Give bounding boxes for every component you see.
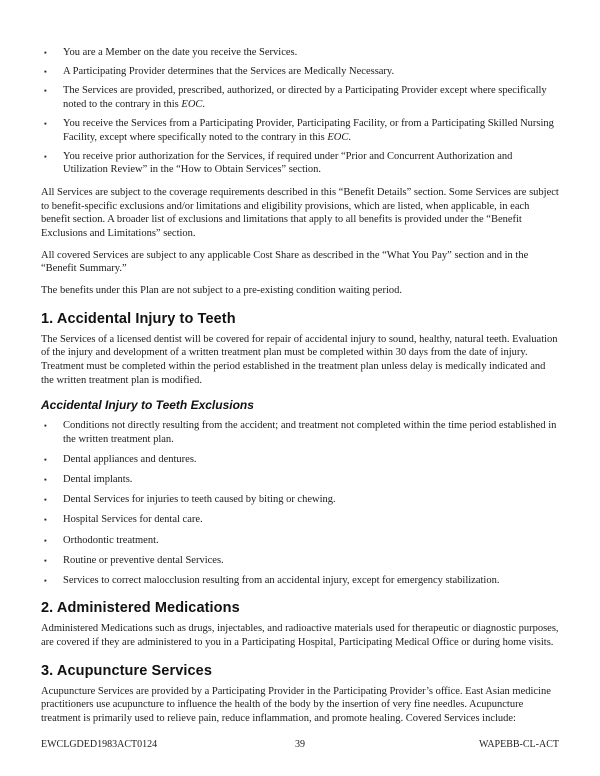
bullet-icon: ▪ — [44, 86, 47, 96]
bullet-text: You receive prior authorization for the Services, if required under “Prior and Concurrent Authorization and Utilization Review” in the “How to Obtain Services” section. — [63, 150, 513, 176]
paragraph: All covered Services are subject to any applicable Cost Share as described in the “What You Pay” section and in the “Benefit Summary.” — [41, 249, 529, 275]
bullet-icon: ▪ — [44, 515, 47, 525]
bullet-text: Dental implants. — [63, 474, 133, 486]
footer-page-number: 39 — [295, 739, 305, 750]
subheading-accidental-injury-exclusions: Accidental Injury to Teeth Exclusions — [41, 398, 254, 413]
bullet-text — [63, 117, 559, 144]
list-item — [41, 473, 559, 487]
bullet-icon: ▪ — [44, 454, 47, 464]
section-body: The Services of a licensed dentist will be covered for repair of accidental injury to sound, healthy, natural teeth. Evaluation of the injury and development of a written treatment plan must be completed within 30 days from the date of injury. Treatment must be completed within the period established in the treatment plan unless delay is medically indicated and the written treatment plan is modified. — [41, 333, 558, 386]
bullet-text: Conditions not directly resulting from the accident; and treatment not completed within the time period established in the written treatment plan. — [63, 420, 557, 445]
bullet-icon: ▪ — [44, 555, 47, 565]
bullet-text: Hospital Services for dental care. — [63, 514, 203, 526]
list-item — [41, 46, 559, 60]
eoc-term: EOC — [327, 131, 349, 143]
exclusions-list — [41, 419, 559, 587]
bullet-icon: ▪ — [44, 495, 47, 505]
bullet-text-segment: . — [348, 131, 351, 143]
bullet-icon: ▪ — [44, 151, 47, 161]
paragraph: All Services are subject to the coverage requirements described in this “Benefit Details” section. Some Services are subject to benefit-specific exclusions and/or limitations and eligibility provisions, which are listed, when applicable, in each benefit section. A broader list of exclusions and limitations that apply to all benefits is provided under the “Benefit Exclusions and Limitations” section. — [41, 187, 559, 240]
list-item — [41, 84, 559, 111]
list-item — [41, 534, 559, 548]
list-item — [41, 493, 559, 507]
list-item — [41, 453, 559, 467]
list-item — [41, 150, 559, 177]
bullet-text: Orthodontic treatment. — [63, 534, 159, 546]
footer-doc-code: EWCLGDED1983ACT0124 — [41, 739, 158, 750]
bullet-icon: ▪ — [44, 575, 47, 585]
bullet-icon: ▪ — [44, 475, 47, 485]
coverage-requirements-list — [41, 46, 559, 177]
list-item — [41, 419, 559, 446]
list-item — [41, 117, 559, 144]
section-body: Administered Medications such as drugs, injectables, and radioactive materials used for therapeutic or diagnostic purposes, are covered if they are administered to you in a Participating Hospital, Participating Medical Office or during home visits. — [41, 623, 559, 649]
list-item — [41, 554, 559, 568]
bullet-text-segment: The Services are provided, prescribed, authorized, or directed by a Participating Provider except where specifically noted to the contrary in this — [63, 85, 547, 110]
bullet-text: Routine or preventive dental Services. — [63, 554, 224, 566]
page-content — [41, 46, 559, 739]
footer-doc-id: WAPEBB-CL-ACT — [479, 739, 559, 750]
list-item — [41, 574, 559, 588]
list-item — [41, 65, 559, 79]
bullet-icon: ▪ — [44, 119, 47, 129]
paragraph: The benefits under this Plan are not subject to a pre-existing condition waiting period. — [41, 284, 402, 296]
bullet-icon: ▪ — [44, 535, 47, 545]
bullet-text: Dental Services for injuries to teeth caused by biting or chewing. — [63, 494, 336, 506]
intro-paragraphs — [41, 186, 559, 297]
section-heading-acupuncture-services: 3. Acupuncture Services — [41, 662, 212, 679]
list-item — [41, 513, 559, 527]
section-heading-administered-medications: 2. Administered Medications — [41, 600, 240, 617]
bullet-text: Dental appliances and dentures. — [63, 453, 197, 465]
bullet-text-segment: . — [202, 98, 206, 110]
bullet-text: Services to correct malocclusion resulting from an accidental injury, except for emergency stabilization. — [63, 574, 500, 586]
bullet-text: A Participating Provider determines that the Services are Medically Necessary. — [63, 66, 395, 78]
bullet-icon: ▪ — [44, 421, 47, 431]
eoc-term: EOC — [181, 98, 203, 110]
page-footer — [41, 739, 559, 750]
bullet-text — [63, 84, 559, 111]
section-body: Acupuncture Services are provided by a Participating Provider in the Participating Provider’s office. East Asian medicine practitioners use acupuncture to influence the health of the body by the insertion of very fine needles. Acupuncture treatment is primarily used to relieve pain, reduce inflammation, and promote healing. Covered Services include: — [41, 685, 551, 724]
section-heading-accidental-injury-to-teeth: 1. Accidental Injury to Teeth — [41, 310, 236, 327]
bullet-text-segment: You receive the Services from a Participating Provider, Participating Facility, or from a Participating Skilled Nursing Facility, except where specifically noted to the contrary in this — [63, 118, 554, 143]
bullet-text: You are a Member on the date you receive the Services. — [63, 47, 298, 58]
bullet-icon: ▪ — [44, 48, 47, 57]
bullet-icon: ▪ — [44, 67, 47, 77]
